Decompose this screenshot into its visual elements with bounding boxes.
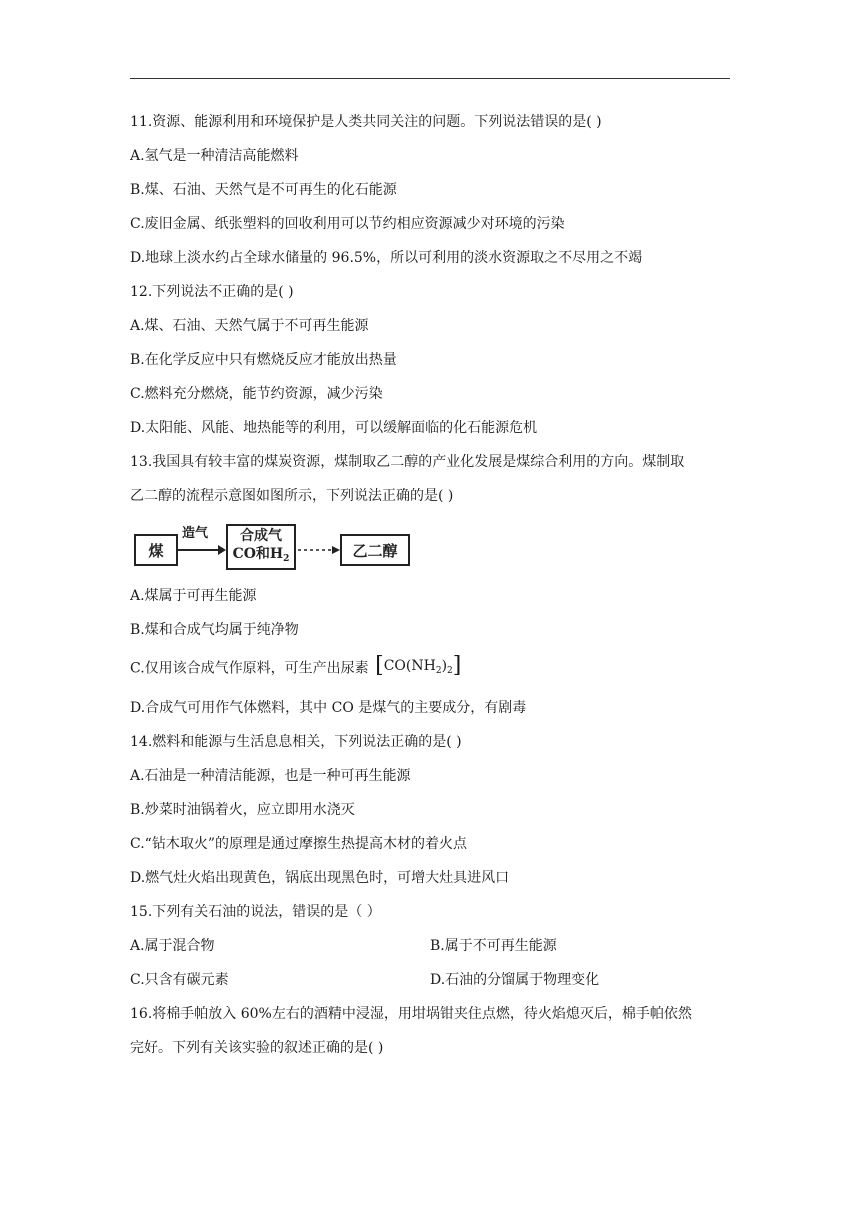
coal-box [134,534,178,566]
q15-stem: 15.下列有关石油的说法，错误的是（ ） [130,904,381,920]
syngas-label-line2 [233,545,290,568]
syngas-formula: CO和H [232,545,284,562]
q14-option-c: C.“钻木取火”的原理是通过摩擦生热提高木材的着火点 [130,836,467,852]
q13-stem-line1: 13.我国具有较丰富的煤炭资源，煤制取乙二醇的产业化发展是煤综合利用的方向。煤制取 [130,454,685,470]
q13-option-a: A.煤属于可再生能源 [130,588,257,604]
q11-option-d: D.地球上淡水约占全球水储量的 96.5%，所以可利用的淡水资源取之不尽用之不竭 [130,250,643,266]
coal-to-glycol-flow-diagram [134,522,424,572]
q16-stem-line1: 16.将棉手帕放入 60%左右的酒精中浸湿，用坩埚钳夹住点燃，待火焰熄灭后，棉手帕依然 [130,1006,692,1022]
header-rule [130,78,730,79]
q14-option-a: A.石油是一种清洁能源，也是一种可再生能源 [130,768,411,784]
q15-option-b: B.属于不可再生能源 [430,938,557,954]
q11-option-a: A.氢气是一种清洁高能燃料 [130,148,299,164]
urea-formula: $[CO(NH_2)_2]$ [375,653,462,678]
syngas-label-line1: 合成气 [240,527,282,544]
glycol-box [340,534,410,566]
q14-option-d: D.燃气灶火焰出现黄色，锅底出现黑色时，可增大灶具进风口 [130,870,510,886]
solid-arrow-icon [178,522,226,572]
urea-formula-tail: ) [441,658,448,674]
q11-stem: 11.资源、能源利用和环境保护是人类共同关注的问题。下列说法错误的是( ) [130,114,602,130]
q13-option-b: B.煤和合成气均属于纯净物 [130,622,299,638]
q13-option-d: D.合成气可用作气体燃料，其中 CO 是煤气的主要成分，有剧毒 [130,700,527,716]
q15-option-d: D.石油的分馏属于物理变化 [430,972,600,988]
syngas-box [226,524,296,570]
q11-option-b: B.煤、石油、天然气是不可再生的化石能源 [130,182,397,198]
syngas-subscript: 2 [283,553,290,564]
urea-formula-sub1: 2 [435,666,442,676]
q13-stem-line2: 乙二醇的流程示意图如图所示，下列说法正确的是( ) [130,488,454,504]
q13-option-c [130,653,462,681]
q12-stem: 12.下列说法不正确的是( ) [130,284,294,300]
coal-label: 煤 [148,541,164,560]
q12-option-d: D.太阳能、风能、地热能等的利用，可以缓解面临的化石能源危机 [130,420,538,436]
dashed-arrow-icon [296,522,340,572]
urea-formula-sub2: 2 [447,666,453,676]
q13-option-c-text: C.仅用该合成气作原料，可生产出尿素 [130,660,369,677]
q12-option-c: C.燃料充分燃烧，能节约资源，减少污染 [130,386,383,402]
arrow-label: 造气 [182,526,209,541]
q14-option-b: B.炒菜时油锅着火，应立即用水浇灭 [130,802,355,818]
q12-option-a: A.煤、石油、天然气属于不可再生能源 [130,318,369,334]
q11-option-c: C.废旧金属、纸张塑料的回收利用可以节约相应资源减少对环境的污染 [130,216,565,232]
q14-stem: 14.燃料和能源与生活息息相关，下列说法正确的是( ) [130,734,462,750]
urea-formula-main: CO(NH [383,658,436,674]
q15-option-a: A.属于混合物 [130,938,215,954]
q12-option-b: B.在化学反应中只有燃烧反应才能放出热量 [130,352,397,368]
q16-stem-line2: 完好。下列有关该实验的叙述正确的是( ) [130,1040,384,1056]
glycol-label: 乙二醇 [352,541,398,560]
q15-option-c: C.只含有碳元素 [130,972,229,988]
